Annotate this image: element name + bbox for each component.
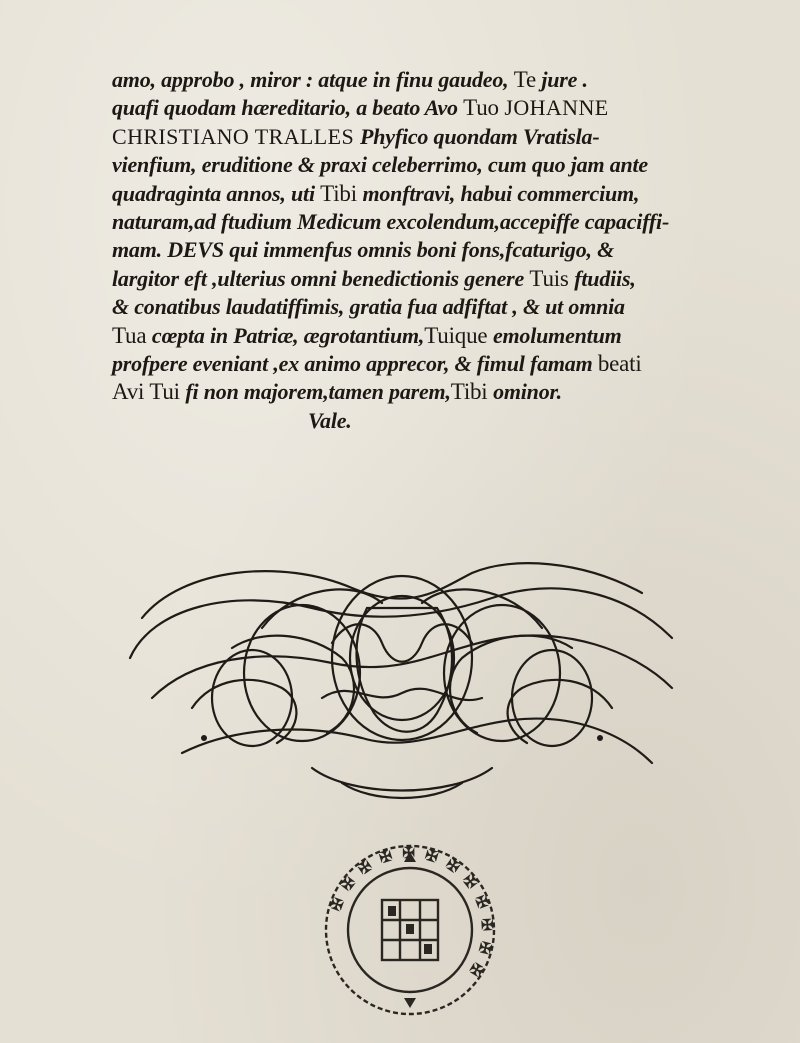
text-line-2 — [112, 94, 712, 122]
text-run: , — [418, 322, 425, 348]
letter-text — [112, 66, 712, 435]
text-run: & — [597, 237, 615, 263]
text-run: , — [507, 294, 523, 320]
text-run: gratia fua adfiftat — [349, 294, 508, 320]
text-run: Te — [513, 67, 537, 92]
text-run: JOHANNE — [504, 95, 609, 121]
text-run: ftudiis — [574, 265, 631, 291]
text-run: Tui — [149, 379, 186, 405]
text-run: profpere eveniant ,ex animo apprecor — [112, 350, 444, 376]
text-run: , — [449, 180, 461, 206]
text-run: & ut omnia — [522, 294, 625, 320]
text-run: , — [445, 379, 451, 405]
text-run: Tua — [112, 322, 152, 348]
text-run: naturam,ad ftudium Medicum excolendum,accepiffe capaciffi- — [112, 208, 670, 234]
text-run: fi non majorem,tamen parem — [185, 379, 446, 405]
text-run: quadraginta annos — [112, 180, 281, 206]
text-run: habui commercium — [460, 180, 634, 206]
text-run: Tuis — [529, 265, 575, 291]
text-run: , — [206, 265, 218, 291]
library-stamp-icon — [318, 838, 502, 1022]
text-run: amo — [112, 67, 151, 92]
text-run: , — [630, 265, 636, 291]
text-run: approbo — [161, 67, 235, 92]
text-run: ominor — [493, 379, 557, 405]
text-line-11 — [112, 350, 712, 378]
text-run: , — [586, 237, 598, 263]
text-run: : — [300, 67, 319, 92]
text-line-1 — [112, 66, 712, 94]
text-run: beati — [597, 350, 642, 376]
text-run: Vale. — [308, 407, 352, 433]
text-run: uti — [291, 180, 321, 206]
text-run: Tuo — [463, 95, 505, 121]
text-run: , — [477, 152, 489, 178]
text-line-9 — [112, 293, 712, 321]
text-run: eruditione & praxi celeberrimo — [201, 152, 478, 178]
text-run: Avi — [112, 379, 150, 405]
text-line-4 — [112, 151, 712, 179]
text-run: ulterius omni benedictionis genere — [217, 265, 530, 291]
text-run: Tibi — [450, 379, 494, 405]
text-run: & conatibus laudatiffimis — [112, 294, 339, 320]
text-line-8 — [112, 265, 712, 293]
text-run: cum quo jam ante — [488, 152, 649, 178]
text-line-10 — [112, 322, 712, 350]
text-run: monftravi — [362, 180, 450, 206]
svg-text:✠ ✠ ✠ ✠ ✠ ✠ ✠ ✠ ✠ ✠ ✠ ✠: ✠ ✠ ✠ ✠ ✠ ✠ ✠ ✠ ✠ ✠ ✠ ✠ — [326, 843, 497, 982]
text-run: , — [150, 67, 162, 92]
text-run: CHRISTIANO TRALLES — [112, 123, 360, 149]
text-run: atque in finu gaudeo — [318, 67, 504, 92]
text-run: emolumentum — [492, 322, 622, 348]
text-run: , — [633, 180, 640, 206]
text-line-5 — [112, 180, 712, 208]
text-run: & fimul famam — [454, 350, 598, 376]
text-run: , — [191, 152, 202, 178]
text-line-12 — [112, 378, 712, 406]
text-run: , — [345, 95, 357, 121]
text-run: , — [338, 294, 350, 320]
text-run: Tuique — [424, 322, 493, 348]
text-run: . — [556, 379, 562, 405]
text-run: miror — [250, 67, 301, 92]
text-run: , — [443, 350, 455, 376]
text-line-3 — [112, 123, 712, 151]
text-line-13 — [112, 407, 712, 435]
text-run: Phyfico quondam Vratisla- — [359, 123, 600, 149]
text-run: cœpta in Patriæ — [151, 322, 294, 348]
text-run: quafi quodam hæreditario — [112, 95, 346, 121]
ornamental-monogram-icon — [112, 548, 692, 810]
text-line-7 — [112, 236, 712, 264]
text-run: vienfium — [112, 152, 192, 178]
text-run: , — [280, 180, 291, 206]
text-run: largitor eft — [112, 265, 207, 291]
text-run: , — [234, 67, 251, 92]
text-run: , — [503, 67, 514, 92]
text-run: , — [293, 322, 304, 348]
text-line-6 — [112, 208, 712, 236]
text-run: . — [577, 67, 588, 92]
text-run: a beato Avo — [356, 95, 464, 121]
text-run: mam. DEVS qui immenfus omnis boni fons,fcaturigo — [112, 237, 587, 263]
text-run: jure — [536, 67, 578, 92]
text-run: ægrotantium — [303, 322, 419, 348]
text-run: Tibi — [320, 180, 363, 206]
